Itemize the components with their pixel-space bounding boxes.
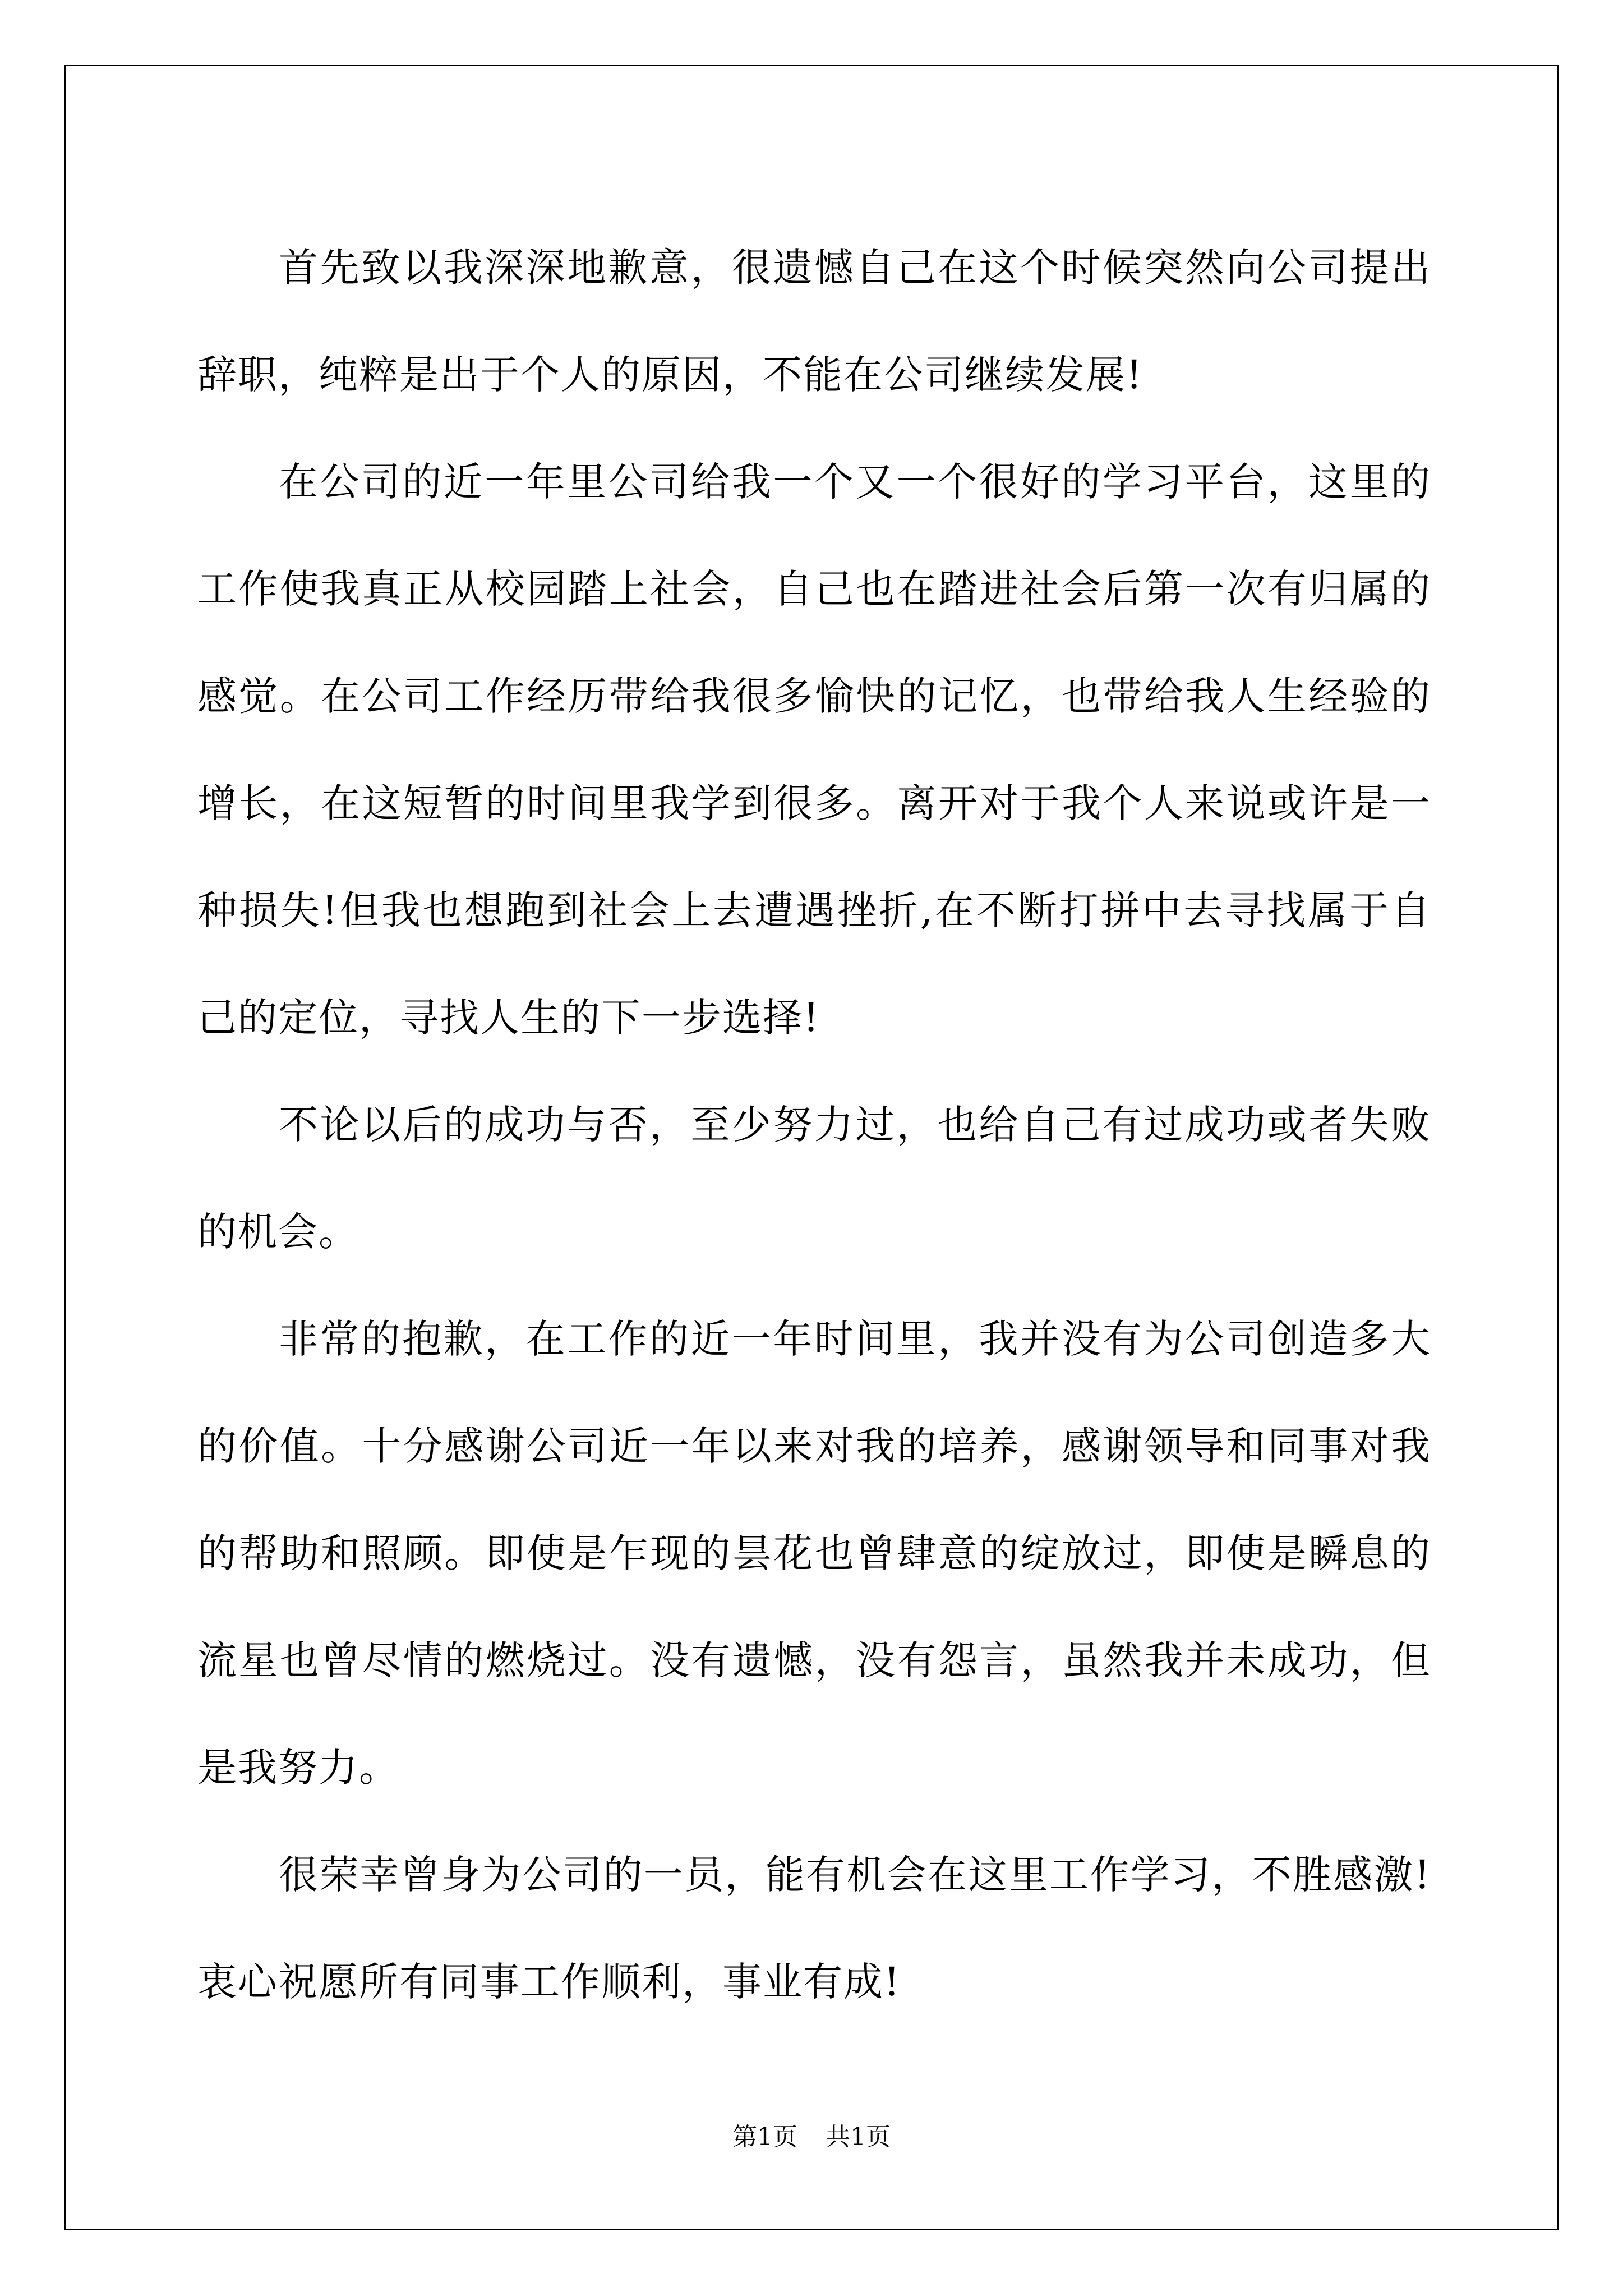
page-number: 第1页 (732, 2123, 797, 2151)
paragraph-1: 首先致以我深深地歉意，很遗憾自己在这个时候突然向公司提出辞职，纯粹是出于个人的原因，不能在公司继续发展! (197, 245, 1431, 398)
paragraph-2: 在公司的近一年里公司给我一个又一个很好的学习平台，这里的工作使我真正从校园踏上社会，自己也在踏进社会后第一次有归属的感觉。在公司工作经历带给我很多愉快的记忆，也带给我人生经验的增长，在这短暂的时间里我学到很多。离开对于我个人来说或许是一种损失!但我也想跑到社会上去遭遇挫折,在不断打拼中去寻找属于自己的定位，寻找人生的下一步选择! (197, 459, 1431, 1041)
paragraph-3: 不论以后的成功与否，至少努力过，也给自己有过成功或者失败的机会。 (197, 1102, 1431, 1255)
page-total: 共1页 (826, 2123, 891, 2151)
page-footer (0, 2120, 1623, 2154)
document-body (197, 214, 1431, 2036)
paragraph-5: 很荣幸曾身为公司的一员，能有机会在这里工作学习，不胜感激!衷心祝愿所有同事工作顺利，事业有成! (197, 1852, 1431, 2005)
paragraph-4: 非常的抱歉，在工作的近一年时间里，我并没有为公司创造多大的价值。十分感谢公司近一年以来对我的培养，感谢领导和同事对我的帮助和照顾。即使是乍现的昙花也曾肆意的绽放过，即使是瞬息的流星也曾尽情的燃烧过。没有遗憾，没有怨言，虽然我并未成功，但是我努力。 (197, 1316, 1431, 1791)
